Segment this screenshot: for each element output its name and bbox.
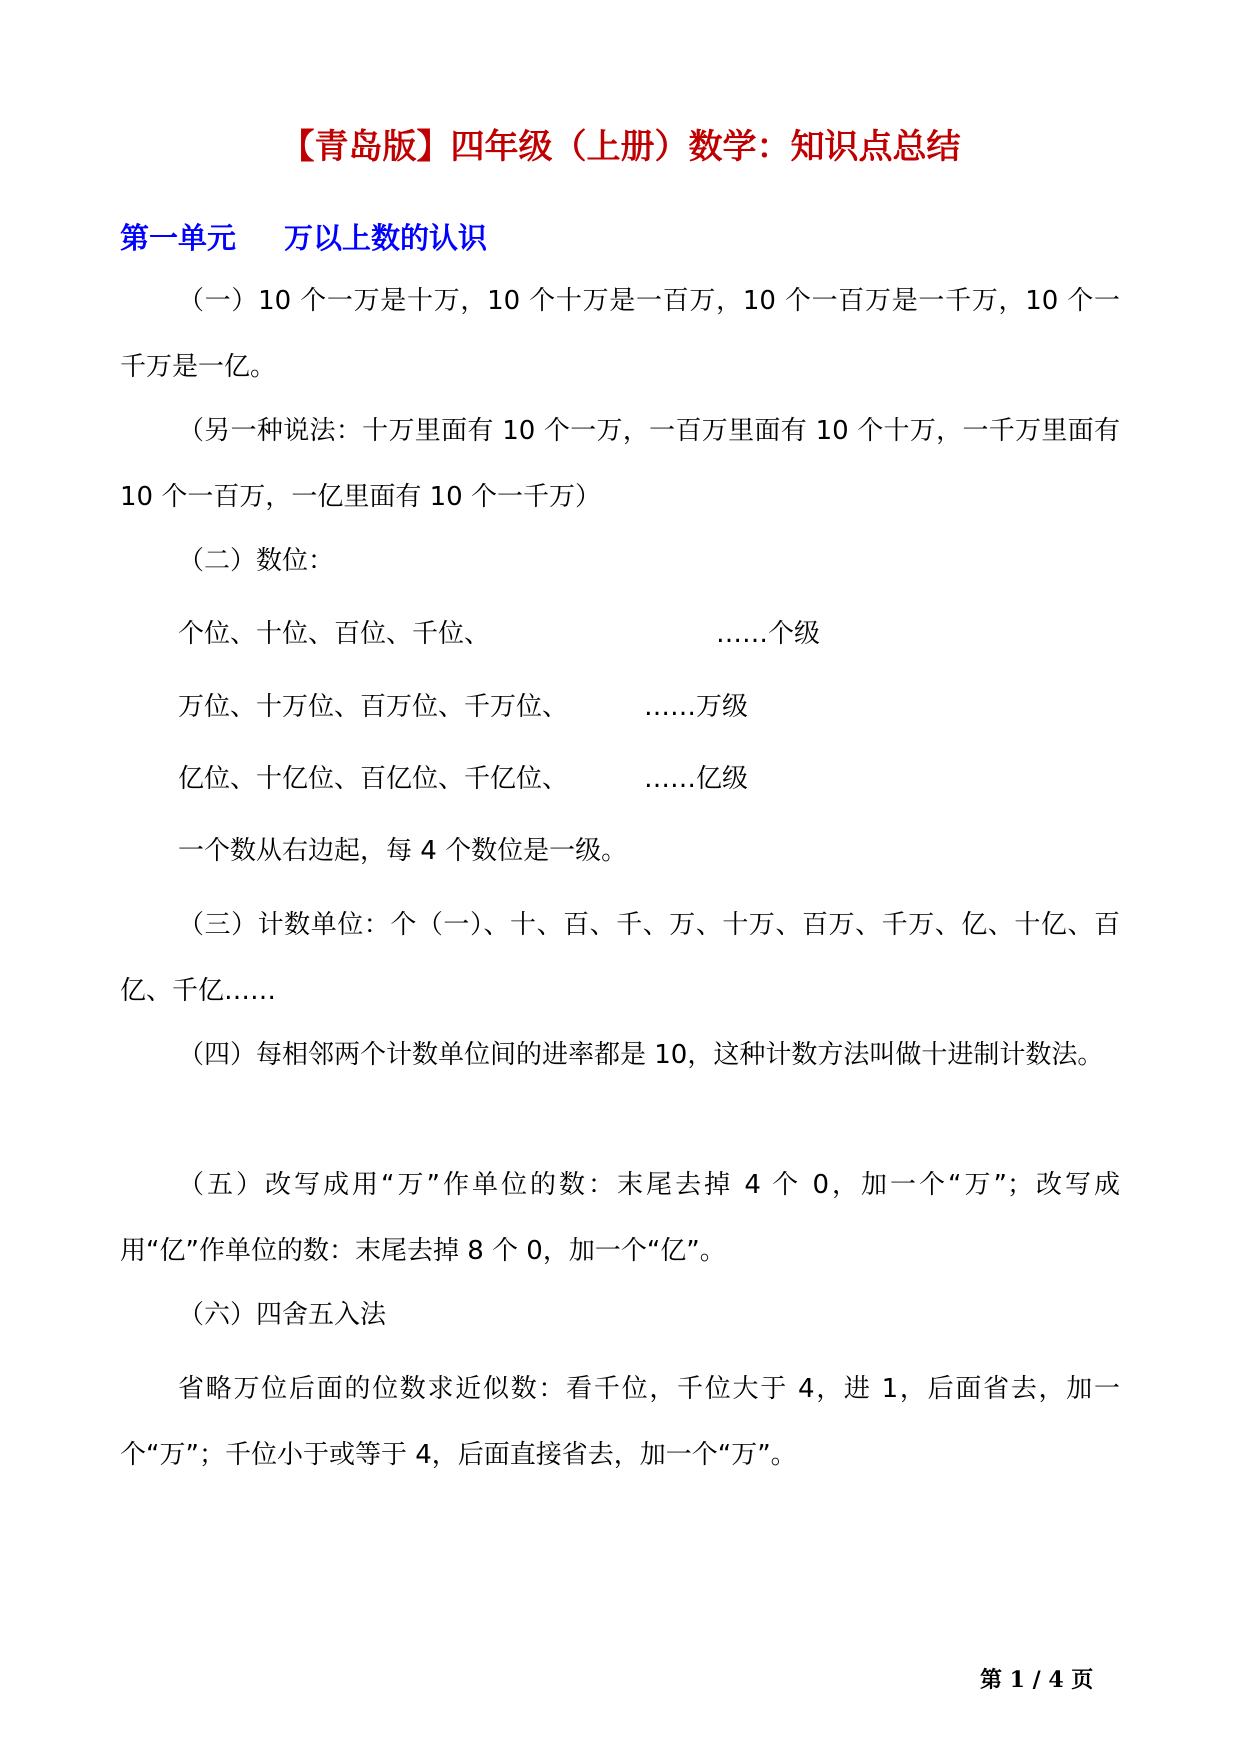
section-6-title: （六）四舍五入法 — [178, 1300, 387, 1330]
place-row-ones — [178, 614, 821, 654]
place-row-wan — [178, 687, 749, 727]
section-1-alternative-paragraph: （另一种说法：十万里面有 10 个一万，一百万里面有 10 个十万，一千万里面有 10 个一百万，一亿里面有 10 个一千万） — [120, 416, 1120, 512]
place-row-level: ……万级 — [644, 692, 749, 722]
unit-heading — [120, 218, 487, 258]
unit-number: 第一单元 — [120, 221, 237, 255]
section-6-rule-paragraph: 省略万位后面的位数求近似数：看千位，千位大于 4，进 1，后面省去，加一个“万”；千位小于或等于 4，后面直接省去，加一个“万”。 — [120, 1374, 1120, 1470]
section-4-paragraph: （四）每相邻两个计数单位间的进率都是 10，这种计数方法叫做十进制计数法。 — [178, 1040, 1104, 1070]
place-row-yi — [178, 759, 749, 799]
section-3-paragraph: （三）计数单位：个（一）、十、百、千、万、十万、百万、千万、亿、十亿、百亿、千亿…… — [120, 910, 1120, 1006]
section-2-title: （二）数位： — [178, 546, 335, 576]
place-row-level: ……个级 — [716, 619, 821, 649]
place-row-places: 亿位、十亿位、百亿位、千亿位、 — [178, 764, 569, 794]
section-2-note: 一个数从右边起，每 4 个数位是一级。 — [178, 836, 628, 866]
place-row-level: ……亿级 — [644, 764, 749, 794]
page-title: 【青岛版】四年级（上册）数学：知识点总结 — [280, 127, 961, 167]
unit-name: 万以上数的认识 — [284, 221, 488, 255]
section-1-paragraph: （一）10 个一万是十万，10 个十万是一百万，10 个一百万是一千万，10 个一千万是一亿。 — [120, 286, 1120, 382]
place-row-places: 个位、十位、百位、千位、 — [178, 619, 491, 649]
page-number: 第 1 / 4 页 — [980, 1667, 1094, 1693]
place-row-places: 万位、十万位、百万位、千万位、 — [178, 692, 569, 722]
section-5-paragraph: （五）改写成用“万”作单位的数：末尾去掉 4 个 0，加一个“万”；改写成用“亿”作单位的数：末尾去掉 8 个 0，加一个“亿”。 — [120, 1170, 1120, 1266]
